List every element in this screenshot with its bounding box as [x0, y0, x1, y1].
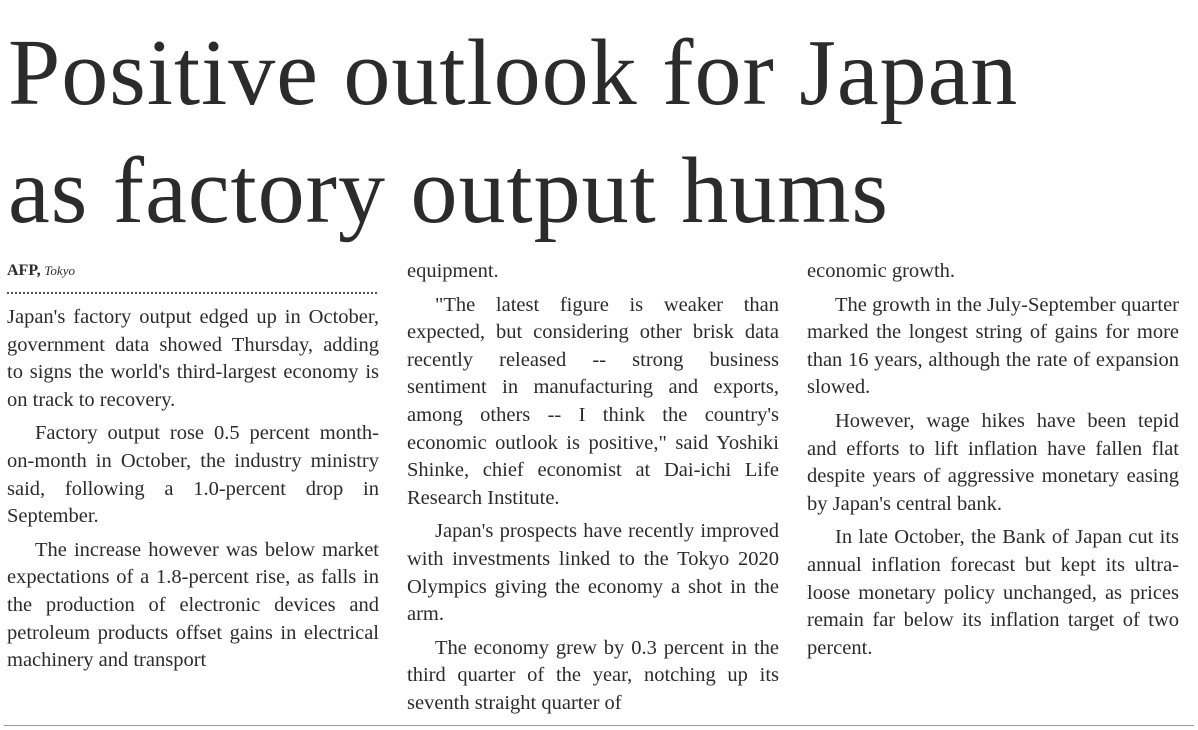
paragraph-continued: economic growth. [807, 260, 956, 282]
article-column-3 [807, 258, 1179, 668]
headline-line-1: Positive outlook for Japan [8, 21, 1019, 125]
paragraph: The economy grew by 0.3 percent in the third quarter of the year, notching up its seventh straight quarter of [407, 636, 779, 714]
article-column-1 [7, 258, 379, 681]
paragraph: However, wage hikes have been tepid and efforts to lift inflation have fallen flat despite years of aggressive monetary easing by Japan's central bank. [807, 409, 1179, 515]
paragraph: The growth in the July-September quarter marked the longest string of gains for more than 16 years, although the rate of expansion slowed. [807, 293, 1179, 399]
paragraph: Japan's factory output edged up in October, government data showed Thursday, adding to signs the world's third-largest economy is on track to recovery. [7, 306, 379, 411]
paragraph: "The latest figure is weaker than expected, but considering other brisk data recently released -- strong business sentiment in manufacturing and exports, among others -- I think the country's economic outlook is positive," said Yoshiki Shinke, chief economist at Dai-ichi Life Research Institute. [407, 293, 779, 509]
paragraph-continued: equipment. [407, 260, 499, 282]
byline [7, 258, 379, 284]
byline-city: Tokyo [44, 263, 75, 278]
paragraph: Japan's prospects have recently improved with investments linked to the Tokyo 2020 Olympics giving the economy a shot in the arm. [407, 520, 779, 626]
headline-line-2: as factory output hums [8, 139, 889, 243]
paragraph: In late October, the Bank of Japan cut its annual inflation forecast but kept its ultra-loose monetary policy unchanged, as prices remain far below its inflation target of two percent. [807, 526, 1179, 659]
article-column-2 [407, 258, 779, 724]
paragraph: Factory output rose 0.5 percent month-on-month in October, the industry ministry said, following a 1.0-percent drop in September. [7, 422, 379, 528]
bottom-rule [4, 725, 1194, 726]
headline [8, 14, 1193, 250]
dotted-divider [7, 292, 377, 294]
paragraph: The increase however was below market expectations of a 1.8-percent rise, as falls in the production of electronic devices and petroleum products offset gains in electrical machinery and transport [7, 538, 379, 672]
byline-agency: AFP, [7, 262, 41, 279]
